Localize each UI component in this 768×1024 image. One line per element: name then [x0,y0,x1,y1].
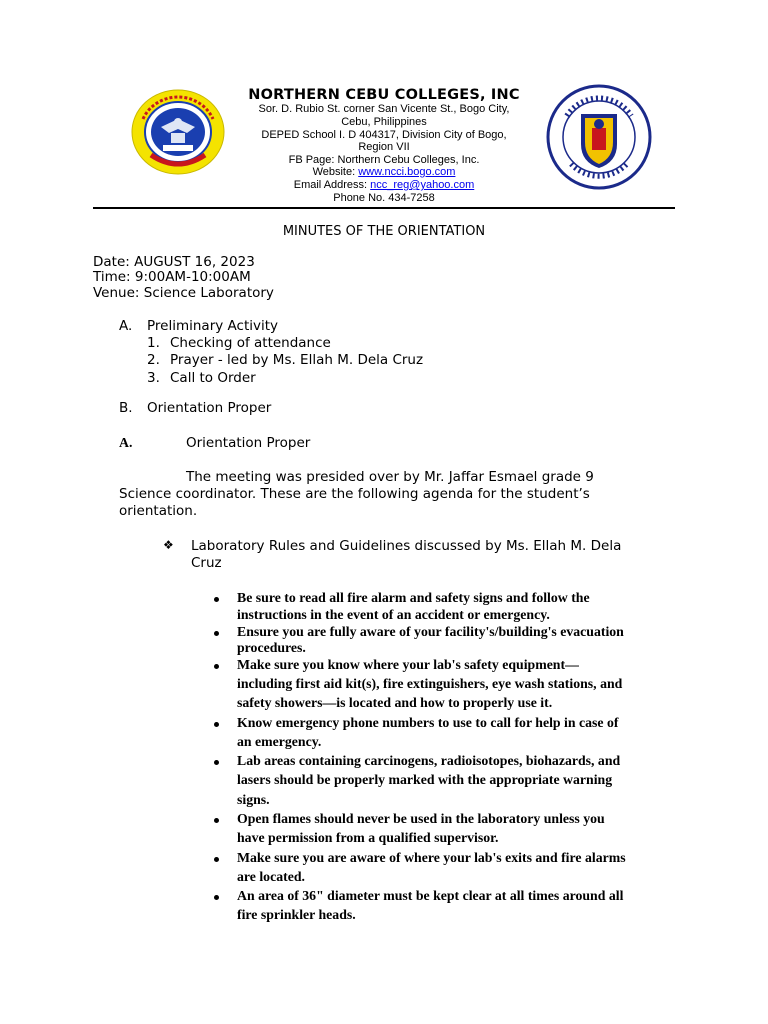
email-link[interactable]: ncc_reg@yahoo.com [370,179,475,191]
address-line-1: Sor. D. Rubio St. corner San Vicente St., Bogo City, [258,103,510,115]
paragraph-line: Science coordinator. These are the following agenda for the student’s [119,486,590,502]
bullet-dot-icon [214,895,219,900]
address-line-4: Region VII [358,141,410,153]
bullet-dot-icon [214,597,219,602]
rule-line: An area of 36" diameter must be kept clear at all times around all [237,888,624,903]
rule-line: Open flames should never be used in the laboratory unless you [237,811,605,826]
section-a-label: Preliminary Activity [147,318,279,334]
rule-line: Make sure you are aware of where your lab's exits and fire alarms [237,850,626,865]
rule-line: fire sprinkler heads. [237,907,356,922]
website-line [230,166,538,179]
email-label: Email Address: [293,179,371,191]
rule-line: Ensure you are fully aware of your facility's/building's evacuation [237,624,624,639]
paragraph-line: The meeting was presided over by Mr. Jaffar Esmael grade 9 [186,469,594,485]
rule-line: Make sure you know where your lab's safety equipment— [237,657,579,672]
prelim-item-number: 1. [147,335,160,351]
website-link[interactable]: www.ncci.bogo.com [358,166,456,178]
section-b-label: Orientation Proper [147,400,272,416]
bullet-dot-icon [214,818,219,823]
meeting-date: Date: AUGUST 16, 2023 [93,254,255,270]
rule-line: procedures. [237,640,306,655]
phone-line: Phone No. 434-7258 [333,192,435,204]
subsection-label: Orientation Proper [186,435,311,451]
rule-line: Know emergency phone numbers to use to call for help in case of [237,715,619,730]
rule-line: instructions in the event of an accident or emergency. [237,607,550,622]
email-line [230,179,538,192]
fb-page-line: FB Page: Northern Cebu Colleges, Inc. [288,154,480,166]
school-name: NORTHERN CEBU COLLEGES, INC [248,87,520,103]
address-line-2: Cebu, Philippines [341,116,427,128]
bullet-dot-icon [214,857,219,862]
rule-line: Lab areas containing carcinogens, radioisotopes, biohazards, and [237,753,621,768]
section-b-marker: B. [119,400,133,416]
subsection-marker: A. [119,435,133,450]
prelim-item-number: 3. [147,370,160,386]
header-divider [93,207,675,209]
rule-line: lasers should be properly marked with the appropriate warning [237,772,613,787]
bullet-dot-icon [214,631,219,636]
meeting-time: Time: 9:00AM-10:00AM [93,269,251,285]
rule-line: Be sure to read all fire alarm and safety signs and follow the [237,590,590,605]
rule-line: have permission from a qualified supervisor. [237,830,499,845]
diamond-bullet-icon: ❖ [163,538,174,552]
rule-line: signs. [237,792,270,807]
bullet-dot-icon [214,664,219,669]
section-a-marker: A. [119,318,133,334]
rule-line: safety showers—is located and how to properly use it. [237,695,553,710]
prelim-item-text: Prayer - led by Ms. Ellah M. Dela Cruz [170,352,424,368]
prelim-item-text: Call to Order [170,370,256,386]
paragraph-line: orientation. [119,503,198,519]
address-line-3: DEPED School I. D 404317, Division City of Bogo, [261,129,507,141]
meeting-venue: Venue: Science Laboratory [93,285,274,301]
bullet-dot-icon [214,760,219,765]
bullet-dot-icon [214,722,219,727]
deped-seal-logo [545,84,653,190]
website-label: Website: [312,166,359,178]
rule-line: including first aid kit(s), fire extinguishers, eye wash stations, and [237,676,623,691]
prelim-item-text: Checking of attendance [170,335,331,351]
document-title: MINUTES OF THE ORIENTATION [282,224,486,239]
prelim-item-number: 2. [147,352,160,368]
rules-heading-line: Laboratory Rules and Guidelines discussed by Ms. Ellah M. Dela [191,538,622,554]
rules-heading-line: Cruz [191,555,222,571]
rule-line: an emergency. [237,734,322,749]
rule-line: are located. [237,869,305,884]
